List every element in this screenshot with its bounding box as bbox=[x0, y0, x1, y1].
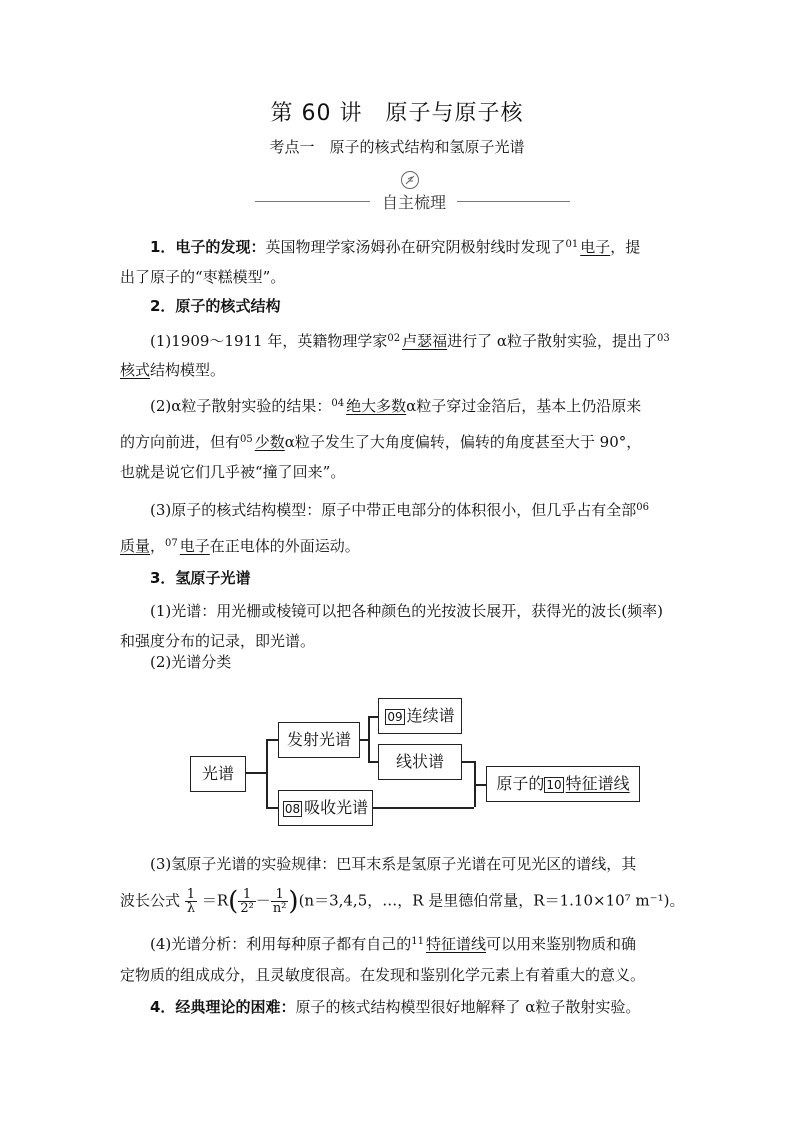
heading-hydrogen-spectrum: 3．氢原子光谱 bbox=[150, 569, 251, 587]
text: 英国物理学家汤姆孙在研究阴极射线时发现了 bbox=[265, 238, 566, 256]
blank-number: 04 bbox=[331, 398, 345, 409]
blank-number: 01 bbox=[565, 239, 579, 250]
numerator: 1 bbox=[186, 887, 196, 902]
blank-number: 11 bbox=[411, 936, 424, 947]
text: 的方向前进，但有 bbox=[120, 433, 241, 451]
page-subtitle: 考点一 原子的核式结构和氢原子光谱 bbox=[269, 138, 525, 156]
paren-open: ( bbox=[228, 886, 239, 917]
connector bbox=[266, 739, 268, 807]
blank-number-box: 09 bbox=[387, 710, 403, 724]
fill-blank: 少数 bbox=[254, 433, 285, 451]
paragraph-rutherford bbox=[120, 327, 675, 353]
text: 结构模型。 bbox=[150, 361, 226, 379]
connector bbox=[368, 716, 378, 718]
text: (1)1909～1911 年，英籍物理学家 bbox=[150, 332, 388, 350]
paragraph-spectral-analysis-cont: 定物质的组成成分，且灵敏度很高。在发现和鉴别化学元素上有着重大的意义。 bbox=[120, 966, 646, 984]
denominator: n² bbox=[272, 901, 287, 916]
text: 进行了 α粒子散射实验，提出了 bbox=[447, 332, 658, 350]
blank-number-box: 10 bbox=[546, 778, 562, 792]
blank-number: 02 bbox=[387, 333, 401, 344]
denominator: λ bbox=[186, 901, 196, 916]
text: 可以用来鉴别物质和确 bbox=[486, 935, 637, 953]
heading-classical-difficulty: 4．经典理论的困难： bbox=[150, 998, 296, 1016]
fill-blank: 电子 bbox=[580, 238, 611, 256]
page-title: 第 60 讲 原子与原子核 bbox=[270, 101, 524, 126]
fill-blank: 电子 bbox=[179, 537, 210, 555]
fill-blank: 特征谱线 bbox=[425, 935, 486, 953]
connector bbox=[373, 807, 474, 809]
node-spectrum: 光谱 bbox=[190, 756, 246, 792]
text: α粒子发生了大角度偏转，偏转的角度甚至大于 90°， bbox=[284, 433, 642, 451]
text: (2)α粒子散射实验的结果： bbox=[150, 397, 332, 415]
text: α粒子穿过金箔后，基本上仍沿原来 bbox=[406, 397, 642, 415]
blank-number-box: 08 bbox=[284, 802, 301, 816]
numerator: 1 bbox=[238, 888, 255, 902]
text: (3)原子的核式结构模型：原子中带正电部分的体积很小，但几乎占有全部 bbox=[150, 501, 637, 519]
formula-minus: － bbox=[255, 891, 271, 910]
paragraph-spectrum-def: (1)光谱：用光栅或棱镜可以把各种颜色的光按波长展开，获得光的波长(频率)和强度分布的记录，即光谱。 bbox=[120, 602, 663, 650]
paragraph-electron bbox=[120, 233, 675, 259]
connector bbox=[474, 784, 486, 786]
connector bbox=[368, 716, 370, 761]
heading-electron: 1．电子的发现： bbox=[150, 238, 266, 256]
paragraph-model bbox=[120, 496, 675, 522]
connector bbox=[462, 761, 474, 763]
blank-number: 05 bbox=[240, 434, 253, 445]
paragraph-electron-cont: 出了原子的“枣糕模型”。 bbox=[120, 268, 286, 286]
paragraph-spectral-analysis bbox=[120, 930, 675, 956]
paragraph-model-cont bbox=[120, 532, 675, 558]
blank-number: 03 bbox=[657, 333, 670, 344]
node-absorption-spectrum bbox=[278, 790, 373, 826]
spectrum-classification-diagram bbox=[178, 684, 650, 836]
fraction-lhs bbox=[185, 888, 197, 915]
connector bbox=[360, 739, 368, 741]
paragraph-scattering bbox=[120, 392, 675, 418]
node-characteristic-lines bbox=[486, 766, 640, 802]
text: (4)光谱分析：利用每种原子都有自己的 bbox=[150, 935, 412, 953]
paragraph-scattering-end: 也就是说它们几乎被“撞了回来”。 bbox=[120, 463, 346, 481]
blank-number: 06 bbox=[636, 502, 649, 513]
formula-equals: ＝R bbox=[201, 891, 229, 910]
paragraph-spectrum-types: (2)光谱分类 bbox=[150, 653, 232, 671]
heading-nuclear-structure: 2．原子的核式结构 bbox=[150, 297, 281, 315]
text: ， bbox=[150, 537, 166, 555]
fill-blank: 核式 bbox=[120, 361, 151, 379]
blank-number: 07 bbox=[165, 538, 178, 549]
paragraph-rutherford-cont bbox=[120, 358, 675, 382]
node-label: 原子的 bbox=[496, 774, 545, 793]
formula-tail: (n＝3,4,5，…，R 是里德伯常量，R＝1.10×10⁷ m⁻¹)。 bbox=[298, 891, 685, 910]
fill-blank: 特征谱线 bbox=[565, 774, 630, 793]
connector bbox=[246, 772, 266, 774]
banner-rule-right bbox=[457, 201, 570, 202]
text: 在正电体的外面运动。 bbox=[209, 537, 360, 555]
node-label: 连续谱 bbox=[406, 706, 455, 725]
banner-rule-left bbox=[255, 201, 370, 202]
node-emission-spectrum: 发射光谱 bbox=[278, 722, 360, 758]
numerator: 1 bbox=[271, 888, 289, 902]
connector bbox=[266, 807, 278, 809]
paragraph-scattering-cont bbox=[120, 428, 675, 454]
fill-blank: 卢瑟福 bbox=[402, 332, 448, 350]
paragraph-classical-difficulty bbox=[120, 995, 675, 1019]
paren-close: ) bbox=[288, 886, 299, 917]
denominator: 2² bbox=[240, 901, 254, 916]
connector bbox=[368, 761, 378, 763]
connector bbox=[266, 739, 278, 741]
fraction-first bbox=[238, 888, 255, 915]
banner-label: 自主梳理 bbox=[381, 193, 446, 212]
node-continuous-spectrum bbox=[378, 698, 462, 734]
text: ，提 bbox=[610, 238, 641, 256]
fill-blank: 质量 bbox=[120, 537, 151, 555]
balmer-formula bbox=[120, 888, 684, 915]
text: 原子的核式结构模型很好地解释了 α粒子散射实验。 bbox=[295, 998, 641, 1016]
node-line-spectrum: 线状谱 bbox=[378, 744, 462, 780]
paragraph-balmer: (3)氢原子光谱的实验规律：巴耳末系是氢原子光谱在可见光区的谱线，其 bbox=[150, 855, 637, 873]
fraction-second bbox=[271, 888, 289, 915]
formula-label: 波长公式 bbox=[120, 891, 181, 910]
feather-icon bbox=[400, 170, 420, 190]
fill-blank: 绝大多数 bbox=[346, 397, 407, 415]
section-banner bbox=[255, 168, 570, 218]
node-label: 吸收光谱 bbox=[304, 798, 369, 817]
